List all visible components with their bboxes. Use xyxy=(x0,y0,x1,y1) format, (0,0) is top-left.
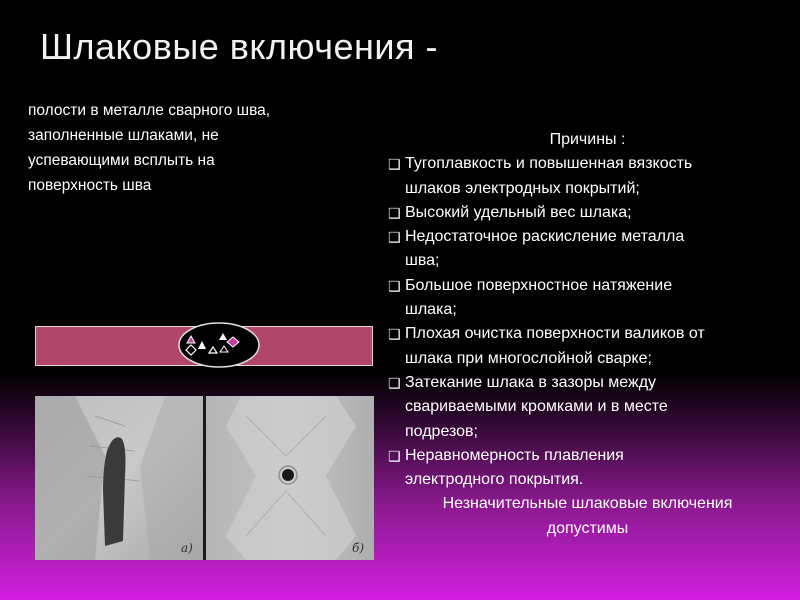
definition-text xyxy=(28,98,368,198)
cause-item xyxy=(385,322,790,371)
checkbox-bullet-icon: ❑ xyxy=(388,447,401,464)
checkbox-bullet-icon: ❑ xyxy=(388,277,401,294)
micrograph-b-image xyxy=(206,396,374,560)
micrograph-b-label: б) xyxy=(352,541,365,555)
cause-line: подрезов; xyxy=(405,422,478,440)
definition-line: успевающими всплыть на xyxy=(28,152,215,169)
causes-heading: Причины : xyxy=(549,131,626,148)
conclusion-line: Незначительные шлаковые включения xyxy=(442,495,733,513)
cause-line: Тугоплавкость и повышенная вязкость xyxy=(405,155,693,173)
slide-title: Шлаковые включения - xyxy=(40,26,438,67)
micrograph-a-label: а) xyxy=(181,541,193,555)
cause-line: Недостаточное раскисление металла xyxy=(405,228,685,246)
cause-item xyxy=(385,371,790,444)
cause-item xyxy=(385,152,790,201)
checkbox-bullet-icon: ❑ xyxy=(388,229,401,246)
checkbox-bullet-icon: ❑ xyxy=(388,326,401,343)
definition-line: полости в металле сварного шва, xyxy=(28,102,271,119)
cause-item xyxy=(385,225,790,274)
cause-line: шлаков электродных покрытий; xyxy=(405,179,640,197)
cause-line: Плохая очистка поверхности валиков от xyxy=(405,325,705,343)
cause-item xyxy=(385,201,790,225)
cause-line: Большое поверхностное натяжение xyxy=(405,276,673,294)
cause-line: шлака при многослойной сварке; xyxy=(405,349,652,367)
cause-line: шлака; xyxy=(405,301,457,319)
cause-line: Неравномерность плавления xyxy=(405,446,624,464)
cause-line: электродного покрытия. xyxy=(405,471,584,489)
causes-list xyxy=(385,128,790,541)
definition-line: заполненные шлаками, не xyxy=(28,127,219,144)
cause-line: Высокий удельный вес шлака; xyxy=(405,203,632,221)
checkbox-bullet-icon: ❑ xyxy=(388,374,401,391)
cause-item xyxy=(385,444,790,493)
checkbox-bullet-icon: ❑ xyxy=(388,204,401,221)
cause-line: Затекание шлака в зазоры между xyxy=(405,373,657,391)
definition-line: поверхность шва xyxy=(28,177,152,194)
cause-line: шва; xyxy=(405,252,440,270)
cause-item xyxy=(385,274,790,323)
weld-micrographs xyxy=(35,396,374,560)
cause-line: свариваемыми кромками и в месте xyxy=(405,398,668,416)
slag-inclusions-diagram xyxy=(178,322,260,368)
checkbox-bullet-icon: ❑ xyxy=(388,156,401,173)
micrograph-a-image xyxy=(35,396,203,560)
conclusion-line: допустимы xyxy=(546,519,629,537)
